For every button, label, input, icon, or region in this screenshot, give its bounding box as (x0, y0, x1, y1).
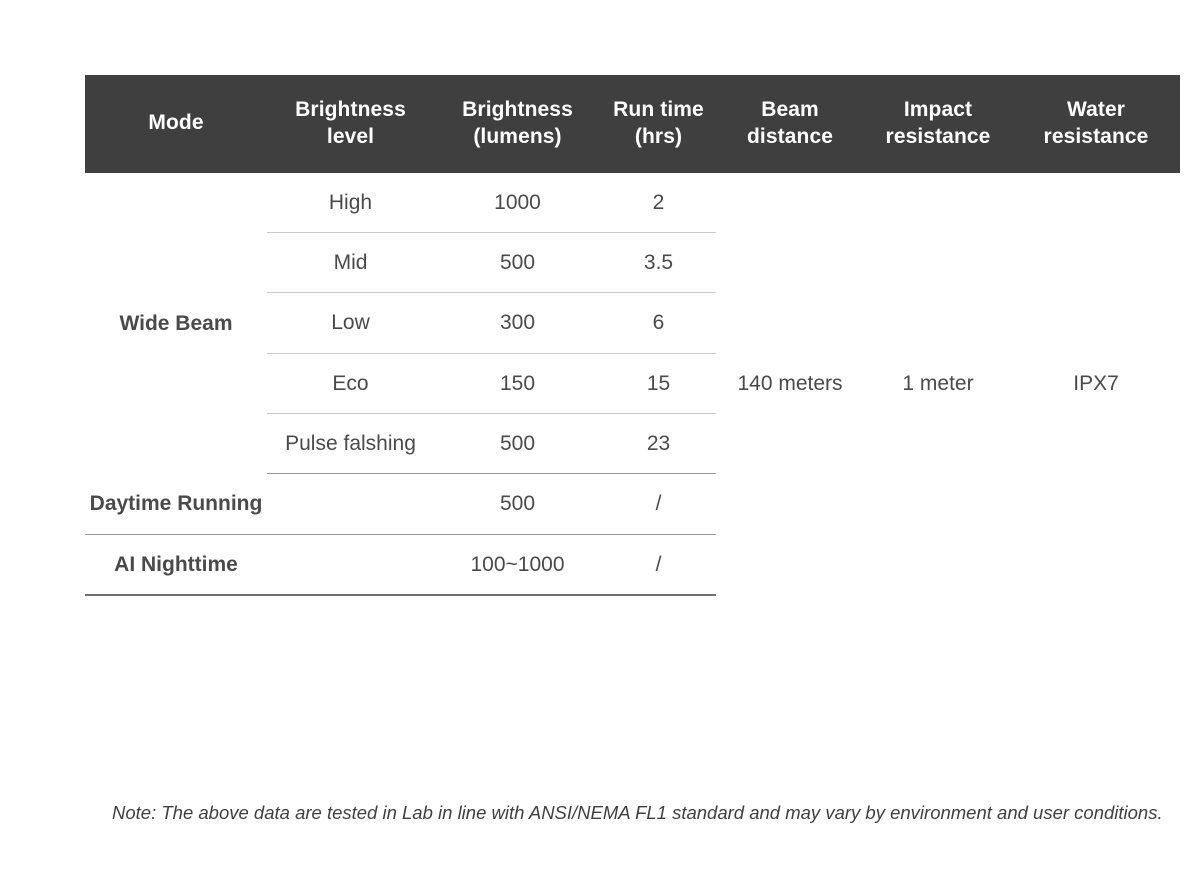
header-row (85, 75, 1180, 173)
runtime-low: 6 (601, 293, 716, 353)
level-eco: Eco (267, 353, 434, 413)
runtime-daytime-running: / (601, 474, 716, 534)
runtime-pulse-flashing: 23 (601, 413, 716, 473)
lumens-daytime-running: 500 (434, 474, 601, 534)
level-high: High (267, 173, 434, 233)
header-brightness-level: Brightness level (267, 75, 434, 173)
table-body (85, 173, 1180, 595)
table-header (85, 75, 1180, 173)
lumens-high: 1000 (434, 173, 601, 233)
header-water-resistance: Water resistance (1012, 75, 1180, 173)
level-daytime-running (267, 474, 434, 534)
lumens-eco: 150 (434, 353, 601, 413)
spec-table-container (85, 75, 1180, 596)
lumens-ai-nighttime: 100~1000 (434, 534, 601, 595)
runtime-ai-nighttime: / (601, 534, 716, 595)
level-low: Low (267, 293, 434, 353)
mode-wide-beam: Wide Beam (85, 173, 267, 474)
runtime-mid: 3.5 (601, 233, 716, 293)
header-brightness-lumens: Brightness (lumens) (434, 75, 601, 173)
level-ai-nighttime (267, 534, 434, 595)
header-run-time: Run time (hrs) (601, 75, 716, 173)
lumens-pulse-flashing: 500 (434, 413, 601, 473)
header-beam-distance: Beam distance (716, 75, 864, 173)
header-mode: Mode (85, 75, 267, 173)
table-note: Note: The above data are tested in Lab in line with ANSI/NEMA FL1 standard and may vary by environment and user conditions. (112, 802, 1163, 823)
specifications-table (85, 75, 1180, 596)
level-mid: Mid (267, 233, 434, 293)
lumens-mid: 500 (434, 233, 601, 293)
mode-daytime-running: Daytime Running (85, 474, 267, 534)
mode-ai-nighttime: AI Nighttime (85, 534, 267, 595)
runtime-eco: 15 (601, 353, 716, 413)
water-resistance-value: IPX7 (1012, 173, 1180, 595)
level-pulse-flashing: Pulse falshing (267, 413, 434, 473)
table-row (85, 173, 1180, 233)
header-impact-resistance: Impact resistance (864, 75, 1012, 173)
impact-resistance-value: 1 meter (864, 173, 1012, 595)
beam-distance-value: 140 meters (716, 173, 864, 595)
lumens-low: 300 (434, 293, 601, 353)
runtime-high: 2 (601, 173, 716, 233)
